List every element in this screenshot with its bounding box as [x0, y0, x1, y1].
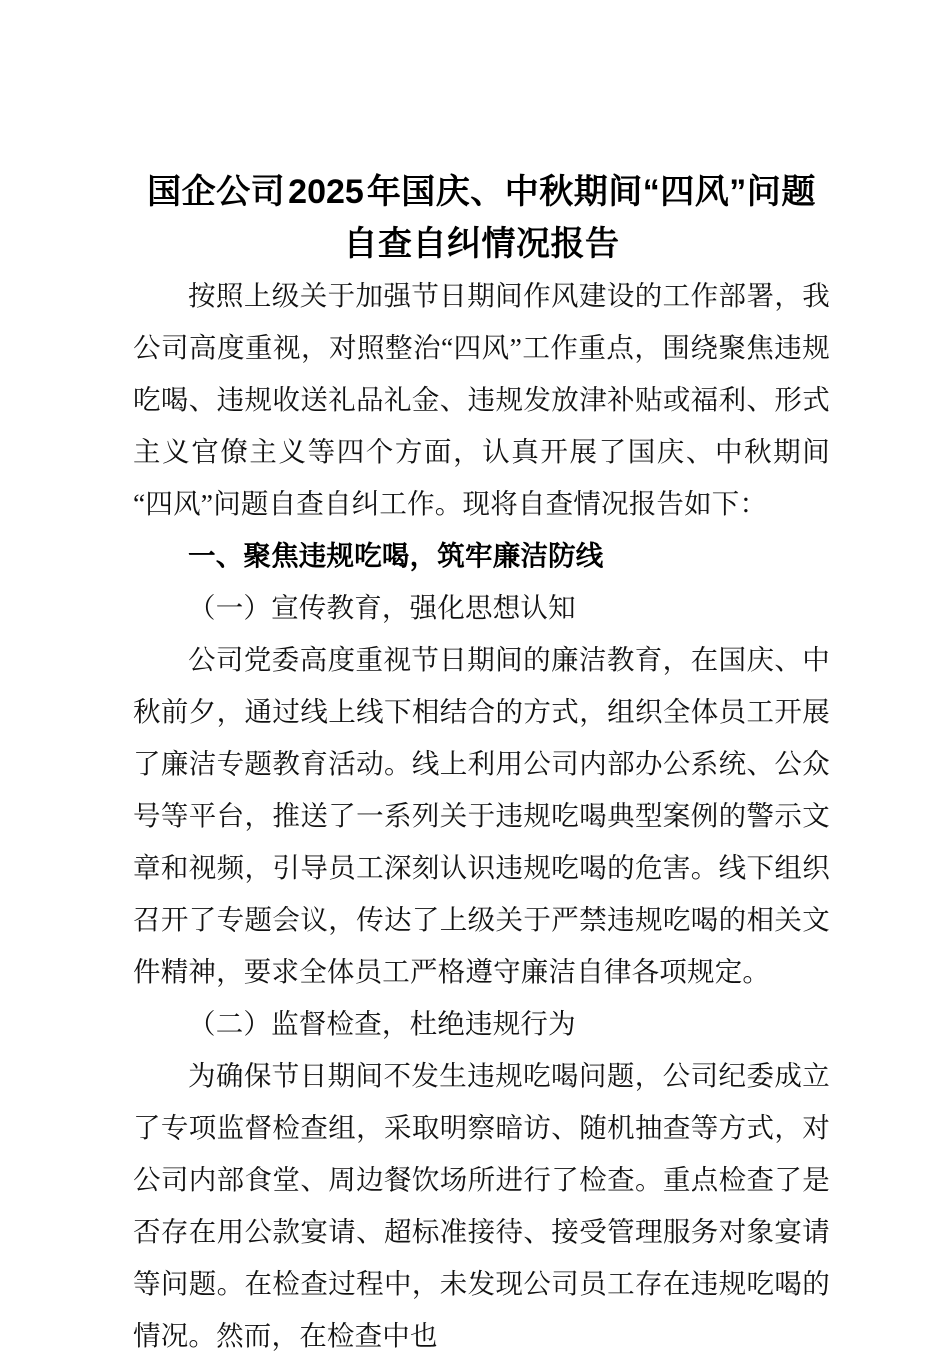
document-title-part-2: 年国庆、中秋期间“四风”问 [366, 173, 782, 211]
document-title [133, 0, 830, 270]
paragraph-intro: 按照上级关于加强节日期间作风建设的工作部署，我公司高度重视，对照整治“四风”工作重点，围绕聚焦违规吃喝、违规收送礼品礼金、违规发放津补贴或福利、形式主义官僚主义等四个方面，认真开展了国庆、中秋期间“四风”问题自查自纠工作。现将自查情况报告如下： [133, 280, 830, 519]
heading-section-1-1: （一）宣传教育，强化思想认知 [188, 592, 576, 623]
document-title-line-2: 题自查自纠情况报告 [343, 173, 816, 263]
heading-section-1-2: （二）监督检查，杜绝违规行为 [188, 1008, 576, 1039]
document-title-year: 2025 [288, 173, 364, 211]
paragraph-section-1-1: 公司党委高度重视节日期间的廉洁教育，在国庆、中秋前夕，通过线上线下相结合的方式，组织全体员工开展了廉洁专题教育活动。线上利用公司内部办公系统、公众号等平台，推送了一系列关于违规吃喝典型案例的警示文章和视频，引导员工深刻认识违规吃喝的危害。线下组织召开了专题会议，传达了上级关于严禁违规吃喝的相关文件精神，要求全体员工严格遵守廉洁自律各项规定。 [133, 644, 830, 987]
paragraph-section-1-2: 为确保节日期间不发生违规吃喝问题，公司纪委成立了专项监督检查组，采取明察暗访、随机抽查等方式，对公司内部食堂、周边餐饮场所进行了检查。重点检查了是否存在用公款宴请、超标准接待、接受管理服务对象宴请等问题。在检查过程中，未发现公司员工存在违规吃喝的情况。然而，在检查中也 [133, 1060, 830, 1351]
document-content-column [133, 0, 830, 1362]
document-title-part-1: 国企公司 [147, 173, 286, 211]
heading-section-1: 一、聚焦违规吃喝，筑牢廉洁防线 [188, 540, 604, 571]
